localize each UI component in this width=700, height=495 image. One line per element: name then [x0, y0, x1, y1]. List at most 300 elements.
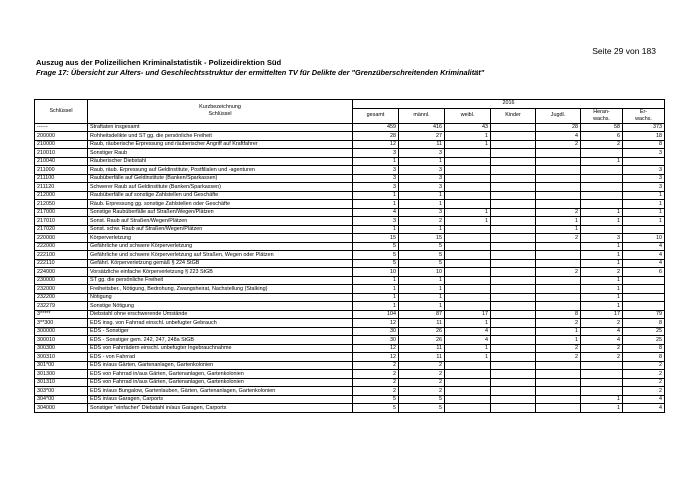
col-header-maennl: männl. — [399, 108, 445, 123]
cell-kinder — [491, 259, 536, 268]
cell-gesamt: 2 — [353, 378, 399, 387]
cell-erwachs: 3 — [623, 174, 665, 183]
table-row — [35, 344, 665, 353]
table-row — [35, 140, 665, 149]
cell-weibl — [445, 225, 491, 234]
cell-heranwachs: 1 — [581, 157, 623, 166]
cell-heranwachs: 1 — [581, 276, 623, 285]
cell-heranwachs — [581, 191, 623, 200]
cell-jugdl: 4 — [536, 132, 581, 141]
cell-jugdl: 1 — [536, 217, 581, 226]
cell-erwachs: 25 — [623, 336, 665, 345]
cell-jugdl: 2 — [536, 140, 581, 149]
cell-maennl: 15 — [399, 234, 445, 243]
cell-key: 3***** — [35, 310, 88, 319]
cell-key: 212000 — [35, 191, 88, 200]
cell-weibl — [445, 191, 491, 200]
cell-jugdl: 1 — [536, 225, 581, 234]
cell-key: 230000 — [35, 276, 88, 285]
cell-key: 304*00 — [35, 395, 88, 404]
cell-description: Diebstahl ohne erschwerende Umstände — [88, 310, 353, 319]
cell-kinder — [491, 361, 536, 370]
table-row — [35, 319, 665, 328]
table-row — [35, 276, 665, 285]
cell-kinder — [491, 319, 536, 328]
cell-key: 211120 — [35, 183, 88, 192]
col-header-jugdl: Jugdl. — [536, 108, 581, 123]
cell-key: 222110 — [35, 259, 88, 268]
cell-jugdl: 2 — [536, 319, 581, 328]
table-row — [35, 293, 665, 302]
cell-key: 3**300 — [35, 319, 88, 328]
cell-erwachs — [623, 293, 665, 302]
cell-description: EDS - Sonstiger gem. 242, 247, 248a StGB — [88, 336, 353, 345]
cell-heranwachs: 1 — [581, 293, 623, 302]
cell-jugdl — [536, 242, 581, 251]
cell-maennl: 2 — [399, 387, 445, 396]
cell-weibl: 4 — [445, 327, 491, 336]
cell-description: EDS - von Fahrrad — [88, 353, 353, 362]
cell-heranwachs — [581, 387, 623, 396]
cell-maennl: 26 — [399, 336, 445, 345]
cell-heranwachs: 2 — [581, 319, 623, 328]
cell-description: EDS in/aus Gärten, Gartenanlagen, Gartenkolonien — [88, 361, 353, 370]
cell-heranwachs: 2 — [581, 140, 623, 149]
cell-description: Sonst. schw. Raub auf Straßen/Wegen/Plätzen — [88, 225, 353, 234]
cell-kinder — [491, 183, 536, 192]
report-header — [36, 58, 666, 78]
table-row — [35, 327, 665, 336]
table-row — [35, 361, 665, 370]
cell-key: 220000 — [35, 234, 88, 243]
cell-key: 300000 — [35, 327, 88, 336]
table-row — [35, 378, 665, 387]
table-row — [35, 370, 665, 379]
cell-jugdl: 8 — [536, 310, 581, 319]
cell-jugdl — [536, 404, 581, 413]
cell-erwachs — [623, 225, 665, 234]
cell-heranwachs — [581, 174, 623, 183]
cell-erwachs: 8 — [623, 319, 665, 328]
cell-heranwachs — [581, 200, 623, 209]
cell-erwachs: 2 — [623, 378, 665, 387]
cell-kinder — [491, 336, 536, 345]
cell-erwachs: 3 — [623, 183, 665, 192]
cell-erwachs: 8 — [623, 140, 665, 149]
cell-jugdl — [536, 293, 581, 302]
cell-maennl: 1 — [399, 200, 445, 209]
table-row — [35, 310, 665, 319]
cell-gesamt: 30 — [353, 336, 399, 345]
page-number: Seite 29 von 183 — [592, 46, 656, 56]
cell-erwachs: 8 — [623, 344, 665, 353]
cell-heranwachs — [581, 378, 623, 387]
cell-jugdl — [536, 302, 581, 311]
cell-erwachs: 79 — [623, 310, 665, 319]
cell-heranwachs — [581, 225, 623, 234]
cell-gesamt: 1 — [353, 302, 399, 311]
cell-description: Gefährl. Körperverletzung gemäß § 224 StGB — [88, 259, 353, 268]
cell-gesamt: 28 — [353, 132, 399, 141]
cell-maennl: 5 — [399, 259, 445, 268]
statistics-table — [34, 99, 665, 413]
cell-erwachs: 25 — [623, 327, 665, 336]
cell-weibl — [445, 174, 491, 183]
col-header-erwachs-line1: Er- — [639, 108, 648, 115]
cell-kinder — [491, 225, 536, 234]
col-header-description-line2: Schlüssel — [208, 111, 232, 118]
cell-key: 300010 — [35, 336, 88, 345]
cell-gesamt: 1 — [353, 293, 399, 302]
cell-gesamt: 5 — [353, 242, 399, 251]
cell-kinder — [491, 395, 536, 404]
cell-description: Nötigung — [88, 293, 353, 302]
cell-key: 300310 — [35, 353, 88, 362]
cell-jugdl — [536, 395, 581, 404]
cell-maennl: 3 — [399, 174, 445, 183]
year-header: 2016 — [353, 100, 665, 109]
cell-maennl: 11 — [399, 344, 445, 353]
cell-jugdl — [536, 191, 581, 200]
cell-maennl: 5 — [399, 251, 445, 260]
cell-heranwachs: 4 — [581, 327, 623, 336]
cell-weibl: 1 — [445, 217, 491, 226]
cell-key: 301310 — [35, 378, 88, 387]
cell-jugdl: 28 — [536, 123, 581, 132]
cell-gesamt: 1 — [353, 191, 399, 200]
cell-description: EDS von Fahrrad in/aus Gärten, Gartenanlagen, Gartenkolonien — [88, 378, 353, 387]
cell-weibl — [445, 183, 491, 192]
cell-description: Sonst. Raub auf Straßen/Wegen/Plätzen — [88, 217, 353, 226]
cell-maennl: 87 — [399, 310, 445, 319]
cell-weibl — [445, 285, 491, 294]
cell-weibl: 17 — [445, 310, 491, 319]
cell-kinder — [491, 149, 536, 158]
cell-heranwachs: 1 — [581, 217, 623, 226]
cell-erwachs: 4 — [623, 259, 665, 268]
table-row — [35, 404, 665, 413]
cell-key: 232200 — [35, 293, 88, 302]
cell-weibl — [445, 302, 491, 311]
cell-kinder — [491, 327, 536, 336]
cell-kinder — [491, 276, 536, 285]
cell-gesamt: 459 — [353, 123, 399, 132]
cell-erwachs: 4 — [623, 404, 665, 413]
cell-jugdl — [536, 387, 581, 396]
cell-kinder — [491, 200, 536, 209]
cell-erwachs: 2 — [623, 387, 665, 396]
cell-kinder — [491, 353, 536, 362]
cell-description: Raub, räuberische Erpressung und räuberischer Angriff auf Kraftfahrer — [88, 140, 353, 149]
report-subtitle: Frage 17: Übersicht zur Alters- und Geschlechtsstruktur der ermittelten TV für Delikte der "Grenzüberschreitenden Kriminalität" — [36, 68, 485, 77]
cell-maennl: 2 — [399, 361, 445, 370]
cell-maennl: 416 — [399, 123, 445, 132]
col-header-key: Schlüssel — [35, 100, 88, 124]
cell-maennl: 3 — [399, 166, 445, 175]
cell-maennl: 27 — [399, 132, 445, 141]
cell-weibl — [445, 166, 491, 175]
cell-jugdl — [536, 157, 581, 166]
cell-erwachs: 6 — [623, 268, 665, 277]
cell-maennl: 1 — [399, 191, 445, 200]
cell-heranwachs — [581, 361, 623, 370]
cell-weibl — [445, 370, 491, 379]
cell-weibl: 1 — [445, 344, 491, 353]
cell-description: EDS in/aus Garagen, Carports — [88, 395, 353, 404]
cell-gesamt: 3 — [353, 149, 399, 158]
cell-gesamt: 4 — [353, 208, 399, 217]
cell-key: 232000 — [35, 285, 88, 294]
cell-erwachs: 2 — [623, 361, 665, 370]
cell-kinder — [491, 302, 536, 311]
cell-weibl: 1 — [445, 353, 491, 362]
cell-maennl: 3 — [399, 149, 445, 158]
cell-heranwachs: 58 — [581, 123, 623, 132]
cell-kinder — [491, 234, 536, 243]
col-header-description-line1: Kurzbezeichnung — [199, 104, 241, 111]
cell-description: Raub, räub. Erpressung auf Geldinstitute, Postfilialen und -agenturen — [88, 166, 353, 175]
cell-kinder — [491, 174, 536, 183]
cell-gesamt: 3 — [353, 183, 399, 192]
cell-gesamt: 5 — [353, 251, 399, 260]
cell-heranwachs: 1 — [581, 302, 623, 311]
cell-weibl — [445, 200, 491, 209]
cell-heranwachs: 6 — [581, 132, 623, 141]
cell-kinder — [491, 378, 536, 387]
cell-jugdl — [536, 259, 581, 268]
cell-gesamt: 12 — [353, 319, 399, 328]
cell-weibl — [445, 251, 491, 260]
table-row — [35, 285, 665, 294]
table-row — [35, 149, 665, 158]
cell-jugdl — [536, 378, 581, 387]
cell-jugdl: 2 — [536, 208, 581, 217]
cell-jugdl — [536, 285, 581, 294]
table-row — [35, 259, 665, 268]
cell-description: Gefährliche und schwere Körperverletzung auf Straßen, Wegen oder Plätzen — [88, 251, 353, 260]
cell-gesamt: 2 — [353, 387, 399, 396]
cell-description: ST gg. die persönliche Freiheit — [88, 276, 353, 285]
cell-kinder — [491, 123, 536, 132]
table-body — [35, 123, 665, 412]
cell-erwachs — [623, 157, 665, 166]
cell-description: Raubüberfälle auf sonstige Zahlstellen und Geschäfte — [88, 191, 353, 200]
cell-key: 217020 — [35, 225, 88, 234]
cell-description: EDS - Sonstiger — [88, 327, 353, 336]
cell-description: Körperverletzung — [88, 234, 353, 243]
cell-maennl: 1 — [399, 276, 445, 285]
cell-gesamt: 104 — [353, 310, 399, 319]
cell-weibl: 1 — [445, 208, 491, 217]
cell-heranwachs: 2 — [581, 344, 623, 353]
header-year-row — [35, 100, 665, 109]
cell-erwachs: 3 — [623, 166, 665, 175]
col-header-erwachs-line2: wachs. — [635, 115, 652, 122]
cell-maennl: 11 — [399, 353, 445, 362]
cell-heranwachs: 1 — [581, 285, 623, 294]
cell-kinder — [491, 370, 536, 379]
cell-description: Sonstiger Raub — [88, 149, 353, 158]
cell-erwachs: 10 — [623, 234, 665, 243]
cell-description: Gefährliche und schwere Körperverletzung — [88, 242, 353, 251]
cell-kinder — [491, 293, 536, 302]
cell-erwachs: 4 — [623, 395, 665, 404]
cell-maennl: 5 — [399, 395, 445, 404]
report-title: Auszug aus der Polizeilichen Kriminalstatistik - Polizeidirektion Süd — [36, 58, 282, 67]
cell-erwachs: 1 — [623, 191, 665, 200]
cell-gesamt: 15 — [353, 234, 399, 243]
cell-kinder — [491, 285, 536, 294]
cell-maennl: 3 — [399, 183, 445, 192]
cell-heranwachs: 1 — [581, 404, 623, 413]
cell-gesamt: 5 — [353, 259, 399, 268]
cell-heranwachs: 1 — [581, 251, 623, 260]
table-row — [35, 217, 665, 226]
cell-gesamt: 3 — [353, 174, 399, 183]
cell-weibl: 1 — [445, 132, 491, 141]
cell-kinder — [491, 217, 536, 226]
col-header-weibl: weibl. — [445, 108, 491, 123]
cell-erwachs: 1 — [623, 208, 665, 217]
cell-jugdl — [536, 251, 581, 260]
cell-description: Schwerer Raub auf Geldinstitute (Banken/Sparkassen) — [88, 183, 353, 192]
table-row — [35, 395, 665, 404]
cell-key: ------ — [35, 123, 88, 132]
cell-key: 300300 — [35, 344, 88, 353]
table-row — [35, 336, 665, 345]
cell-kinder — [491, 268, 536, 277]
cell-kinder — [491, 191, 536, 200]
cell-weibl — [445, 259, 491, 268]
table-row — [35, 166, 665, 175]
cell-key: 212050 — [35, 200, 88, 209]
cell-description: EDS in/aus Bungalow, Gartenlauben, Gärten, Gartenanlagen, Gartenkolonien — [88, 387, 353, 396]
cell-heranwachs: 3 — [581, 234, 623, 243]
cell-jugdl: 2 — [536, 268, 581, 277]
table-row — [35, 183, 665, 192]
cell-description: Vorsätzliche einfache Körperverletzung § 223 StGB — [88, 268, 353, 277]
table-row — [35, 225, 665, 234]
cell-weibl: 1 — [445, 319, 491, 328]
cell-key: 224000 — [35, 268, 88, 277]
cell-erwachs — [623, 285, 665, 294]
cell-gesamt: 2 — [353, 370, 399, 379]
cell-maennl: 2 — [399, 370, 445, 379]
cell-key: 304000 — [35, 404, 88, 413]
cell-key: 211000 — [35, 166, 88, 175]
cell-erwachs — [623, 302, 665, 311]
cell-weibl — [445, 378, 491, 387]
cell-gesamt: 1 — [353, 200, 399, 209]
table-row — [35, 353, 665, 362]
table-row — [35, 123, 665, 132]
cell-weibl — [445, 234, 491, 243]
cell-weibl — [445, 395, 491, 404]
cell-maennl: 3 — [399, 208, 445, 217]
cell-jugdl — [536, 200, 581, 209]
cell-gesamt: 12 — [353, 353, 399, 362]
cell-jugdl — [536, 174, 581, 183]
cell-jugdl — [536, 166, 581, 175]
cell-gesamt: 12 — [353, 344, 399, 353]
cell-erwachs — [623, 276, 665, 285]
col-header-erwachs — [623, 108, 665, 123]
cell-weibl — [445, 276, 491, 285]
cell-maennl: 1 — [399, 225, 445, 234]
table-row — [35, 132, 665, 141]
cell-erwachs: 4 — [623, 251, 665, 260]
cell-maennl: 2 — [399, 378, 445, 387]
cell-maennl: 11 — [399, 140, 445, 149]
cell-erwachs: 1 — [623, 217, 665, 226]
cell-description: Räub. Erpressung gg. sonstige Zahlstellen oder Geschäfte — [88, 200, 353, 209]
cell-erwachs: 373 — [623, 123, 665, 132]
cell-erwachs: 3 — [623, 149, 665, 158]
cell-description: Straftaten insgesamt — [88, 123, 353, 132]
col-header-gesamt: gesamt — [353, 108, 399, 123]
cell-heranwachs: 1 — [581, 242, 623, 251]
cell-maennl: 10 — [399, 268, 445, 277]
cell-key: 210040 — [35, 157, 88, 166]
cell-jugdl — [536, 183, 581, 192]
cell-jugdl — [536, 276, 581, 285]
cell-gesamt: 1 — [353, 225, 399, 234]
cell-weibl — [445, 149, 491, 158]
cell-maennl: 2 — [399, 217, 445, 226]
cell-key: 301300 — [35, 370, 88, 379]
cell-gesamt: 1 — [353, 157, 399, 166]
cell-erwachs: 1 — [623, 200, 665, 209]
cell-gesamt: 2 — [353, 361, 399, 370]
cell-weibl — [445, 242, 491, 251]
cell-kinder — [491, 132, 536, 141]
table-row — [35, 208, 665, 217]
cell-gesamt: 3 — [353, 166, 399, 175]
cell-heranwachs — [581, 183, 623, 192]
cell-kinder — [491, 310, 536, 319]
cell-weibl — [445, 361, 491, 370]
cell-maennl: 11 — [399, 319, 445, 328]
cell-gesamt: 5 — [353, 404, 399, 413]
cell-key: 301*00 — [35, 361, 88, 370]
cell-gesamt: 1 — [353, 285, 399, 294]
cell-description: Sonstiger "einfacher" Diebstahl in/aus Garagen, Carports — [88, 404, 353, 413]
cell-maennl: 1 — [399, 293, 445, 302]
cell-maennl: 1 — [399, 302, 445, 311]
cell-weibl — [445, 404, 491, 413]
col-header-description — [88, 100, 353, 124]
table-row — [35, 157, 665, 166]
cell-key: 232279 — [35, 302, 88, 311]
cell-erwachs: 2 — [623, 370, 665, 379]
cell-description: EDS insg. von Fahrrad einschl. unbefugter Gebrauch — [88, 319, 353, 328]
cell-description: Rohheitsdelikte und ST gg. die persönliche Freiheit — [88, 132, 353, 141]
cell-heranwachs: 2 — [581, 353, 623, 362]
cell-weibl: 4 — [445, 336, 491, 345]
cell-heranwachs: 1 — [581, 208, 623, 217]
cell-erwachs: 18 — [623, 132, 665, 141]
cell-heranwachs: 1 — [581, 395, 623, 404]
cell-jugdl: 2 — [536, 353, 581, 362]
col-header-heranwachs-line1: Heran- — [593, 108, 610, 115]
table-row — [35, 251, 665, 260]
cell-weibl — [445, 293, 491, 302]
cell-gesamt: 10 — [353, 268, 399, 277]
cell-key: 210000 — [35, 140, 88, 149]
cell-weibl — [445, 268, 491, 277]
cell-kinder — [491, 387, 536, 396]
cell-kinder — [491, 157, 536, 166]
